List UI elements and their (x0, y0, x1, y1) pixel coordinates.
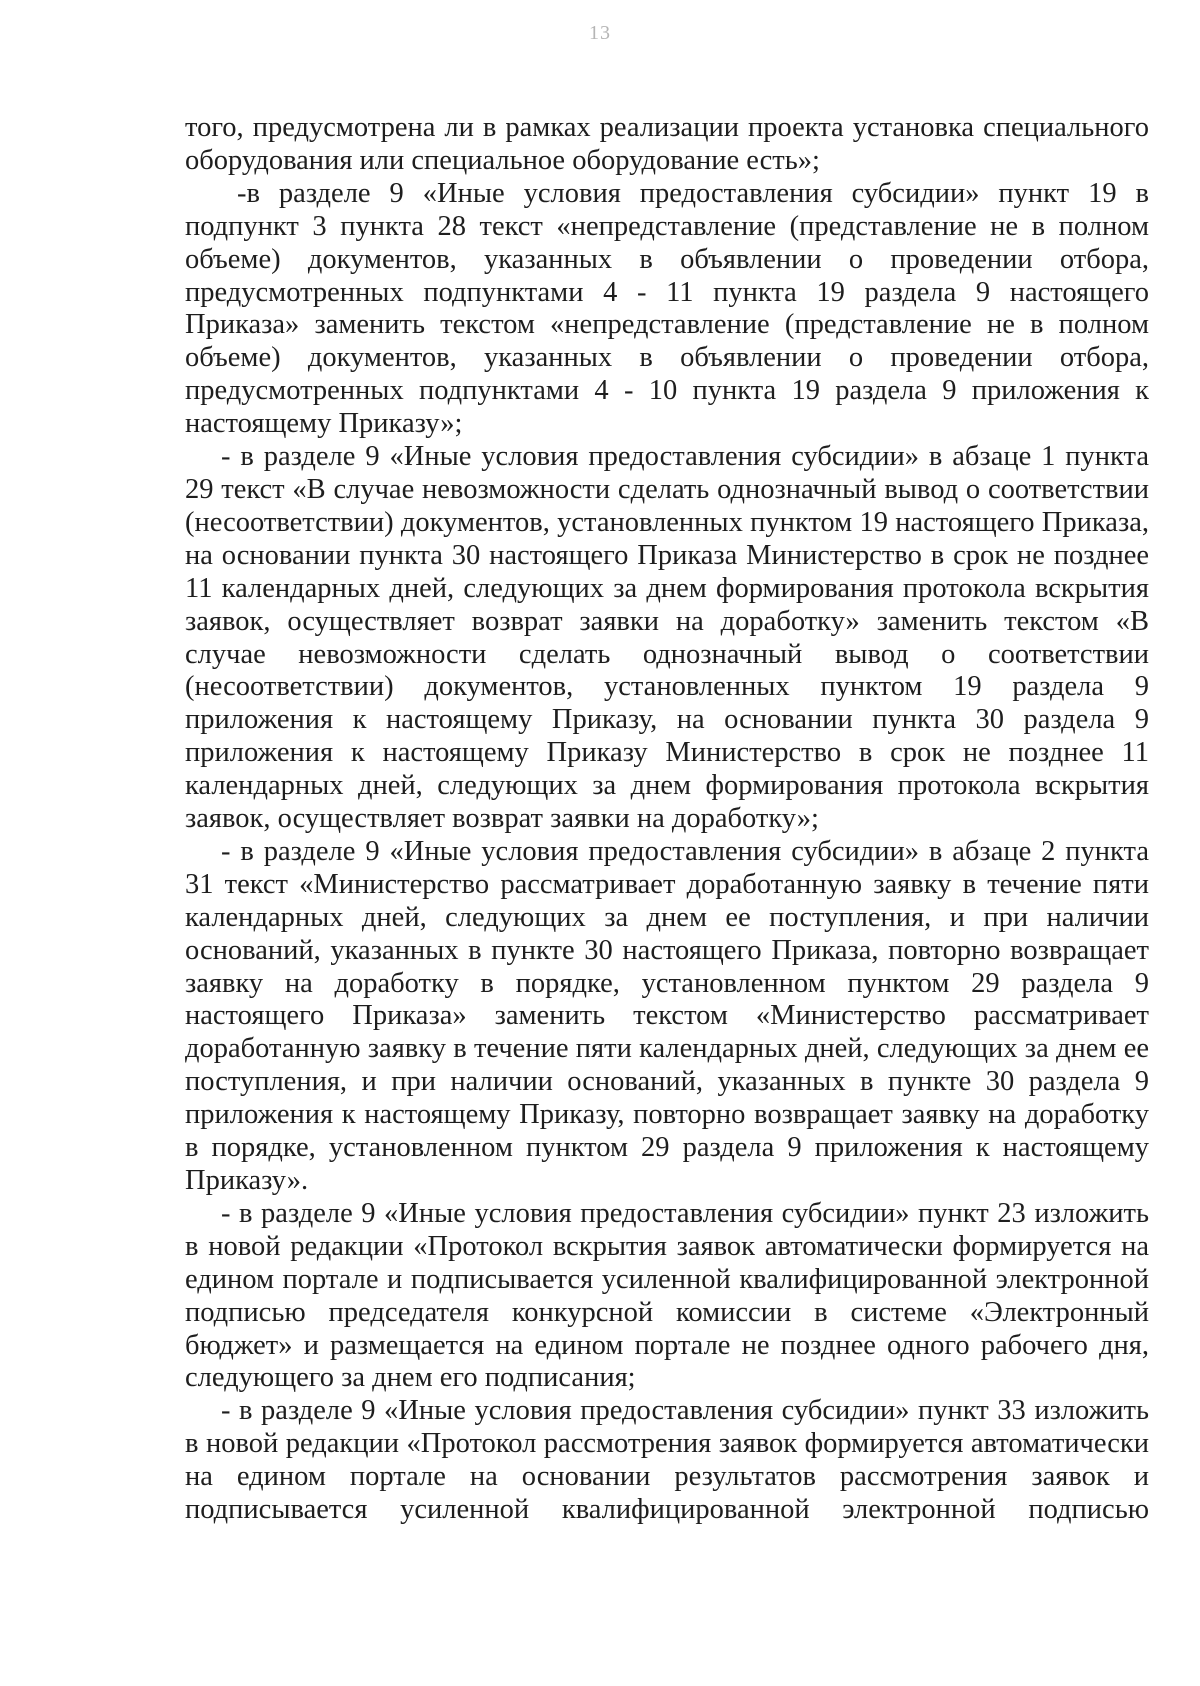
paragraph-continuation: того, предусмотрена ли в рамках реализации проекта установка специального оборудования или специальное оборудование есть»; (185, 112, 1149, 176)
paragraph-amendment-point-31: - в разделе 9 «Иные условия предоставления субсидии» в абзаце 2 пункта 31 текст «Министерство рассматривает доработанную заявку в течение пяти календарных дней, следующих за днем ее поступления, и при наличии оснований, указанных в пункте 30 настоящего Приказа, повторно возвращает заявку на доработку в порядке, установленном пунктом 29 раздела 9 настоящего Приказа» заменить текстом «Министерство рассматривает доработанную заявку в течение пяти календарных дней, следующих за днем ее поступления, и при наличии оснований, указанных в пункте 30 раздела 9 приложения к настоящему Приказу, повторно возвращает заявку на доработку в порядке, установленном пунктом 29 раздела 9 приложения к настоящему Приказу». (185, 835, 1149, 1196)
paragraph-amendment-point-19: -в разделе 9 «Иные условия предоставления субсидии» пункт 19 в подпункт 3 пункта 28 текст «непредставление (представление не в полном объеме) документов, указанных в объявлении о проведении отбора, предусмотренных подпунктами 4 - 11 пункта 19 раздела 9 настоящего Приказа» заменить текстом «непредставление (представление не в полном объеме) документов, указанных в объявлении о проведении отбора, предусмотренных подпунктами 4 - 10 пункта 19 раздела 9 приложения к настоящему Приказу»; (185, 177, 1149, 440)
paragraph-amendment-point-29: - в разделе 9 «Иные условия предоставления субсидии» в абзаце 1 пункта 29 текст «В случае невозможности сделать однозначный вывод о соответствии (несоответствии) документов, установленных пунктом 19 настоящего Приказа, на основании пункта 30 настоящего Приказа Министерство в срок не позднее 11 календарных дней, следующих за днем формирования протокола вскрытия заявок, осуществляет возврат заявки на доработку» заменить текстом «В случае невозможности сделать однозначный вывод о соответствии (несоответствии) документов, установленных пунктом 19 раздела 9 приложения к настоящему Приказу, на основании пункта 30 раздела 9 приложения к настоящему Приказу Министерство в срок не позднее 11 календарных дней, следующих за днем формирования протокола вскрытия заявок, осуществляет возврат заявки на доработку»; (185, 441, 1149, 835)
paragraph-amendment-point-33: - в разделе 9 «Иные условия предоставления субсидии» пункт 33 изложить в новой редакции «Протокол рассмотрения заявок формируется автоматически на едином портале на основании результатов рассмотрения заявок и подписывается усиленной квалифицированной электронной подписью (185, 1395, 1149, 1526)
page-number: 13 (589, 22, 611, 44)
paragraph-amendment-point-23: - в разделе 9 «Иные условия предоставления субсидии» пункт 23 изложить в новой редакции «Протокол вскрытия заявок автоматически формируется на едином портале и подписывается усиленной квалифицированной электронной подписью председателя конкурсной комиссии в системе «Электронный бюджет» и размещается на едином портале не позднее одного рабочего дня, следующего за днем его подписания; (185, 1197, 1149, 1394)
document-body (185, 112, 1149, 1527)
